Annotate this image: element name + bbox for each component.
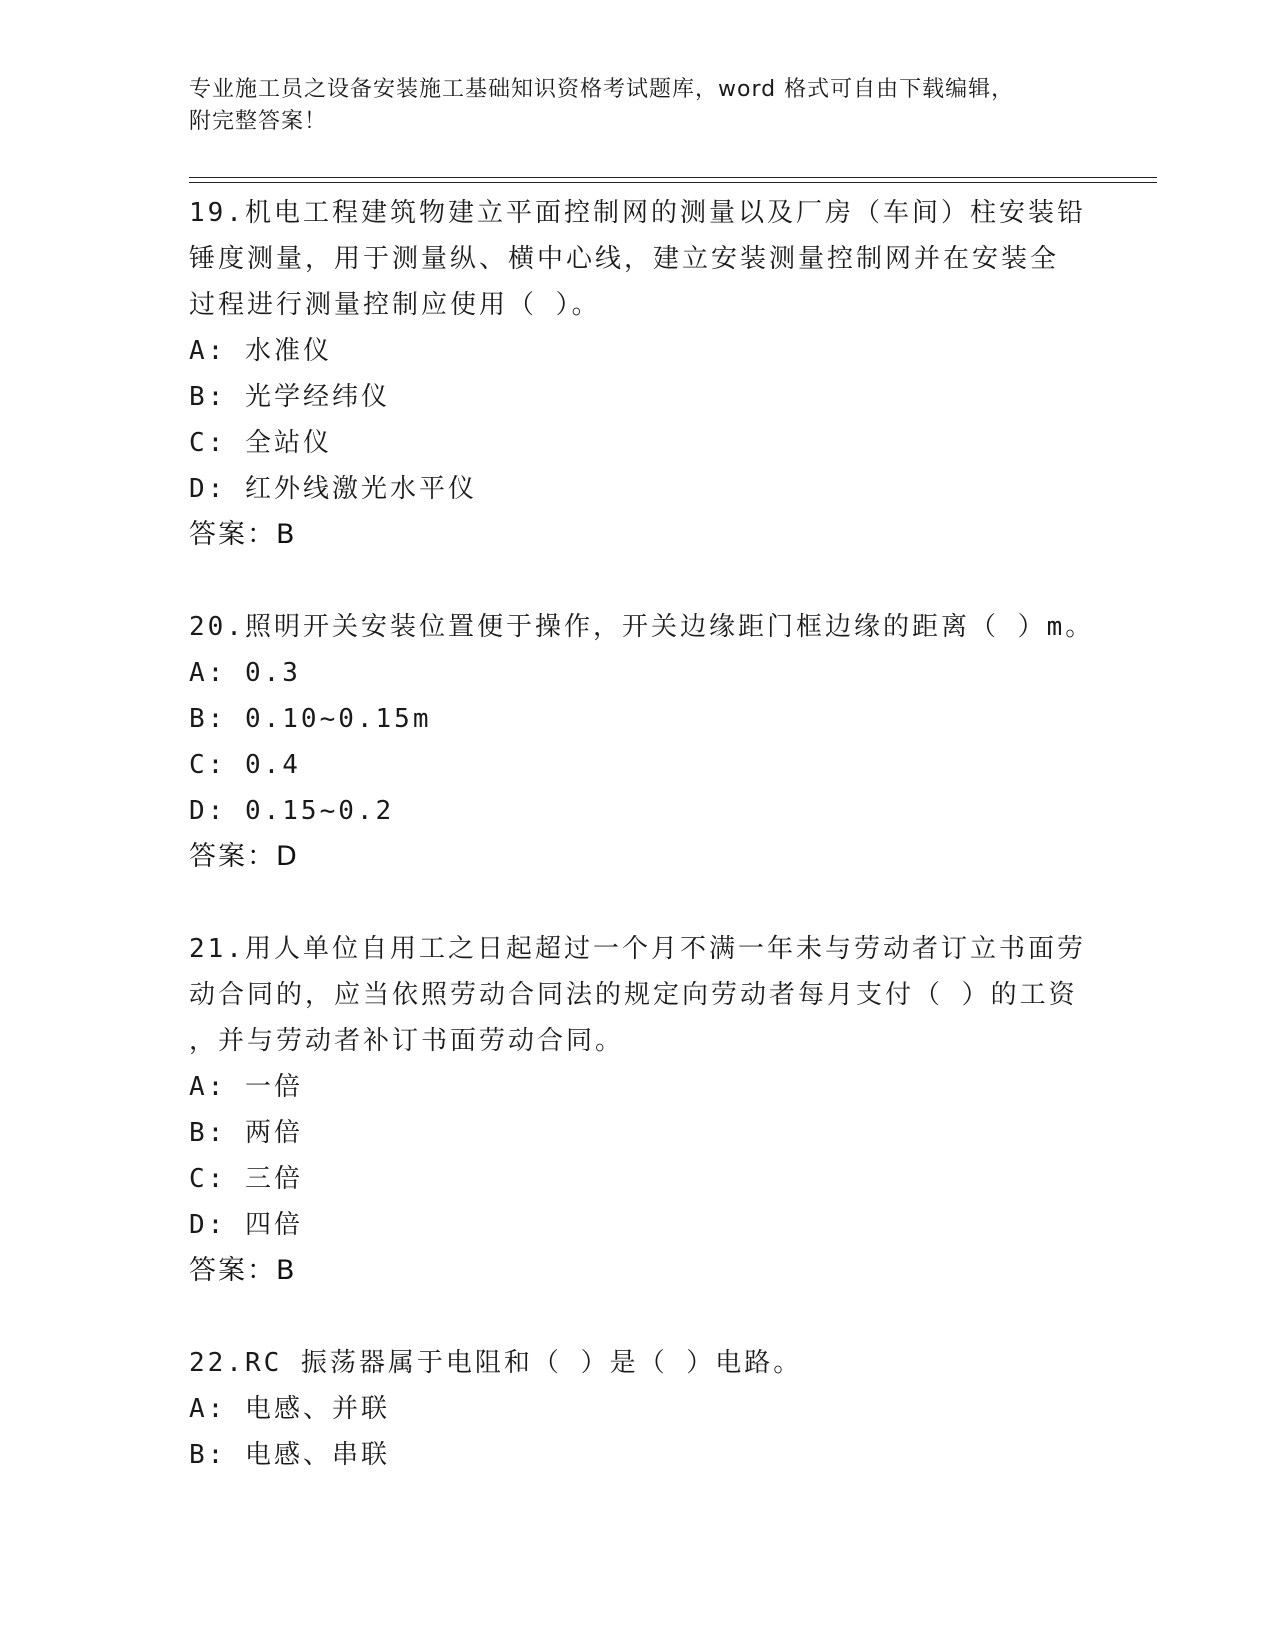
question-21 <box>189 926 1089 1294</box>
option-d: D: 0.15~0.2 <box>189 796 395 826</box>
answer-line: 答案：B <box>189 519 297 550</box>
option-a: A: 一倍 <box>189 1072 303 1102</box>
question-text-line: ，并与劳动者补订书面劳动合同。 <box>189 1026 625 1056</box>
question-text-line: 21.用人单位自用工之日起超过一个月不满一年未与劳动者订立书面劳 <box>189 934 1086 964</box>
option-c: C: 全站仪 <box>189 428 332 458</box>
document-header <box>189 74 1089 138</box>
question-text-line: 锤度测量，用于测量纵、横中心线，建立安装测量控制网并在安装全 <box>189 244 1060 274</box>
option-a: A: 电感、并联 <box>189 1394 390 1424</box>
option-a: A: 水准仪 <box>189 336 332 366</box>
question-text-line: 动合同的，应当依照劳动合同法的规定向劳动者每月支付（ ）的工资 <box>189 980 1078 1010</box>
option-d: D: 红外线激光水平仪 <box>189 474 477 504</box>
option-d: D: 四倍 <box>189 1210 303 1240</box>
header-line-2: 附完整答案！ <box>189 109 328 134</box>
option-c: C: 三倍 <box>189 1164 303 1194</box>
question-22 <box>189 1340 1089 1478</box>
option-b: B: 电感、串联 <box>189 1440 390 1470</box>
header-divider-top <box>189 177 1157 178</box>
question-20 <box>189 604 1095 880</box>
option-b: B: 两倍 <box>189 1118 303 1148</box>
answer-line: 答案：B <box>189 1255 297 1286</box>
option-a: A: 0.3 <box>189 658 301 688</box>
header-line-1: 专业施工员之设备安装施工基础知识资格考试题库，word 格式可自由下载编辑， <box>189 77 1015 102</box>
option-b: B: 0.10~0.15m <box>189 704 432 734</box>
question-text-line: 22.RC 振荡器属于电阻和（ ）是（ ）电路。 <box>189 1348 803 1378</box>
header-divider-bottom <box>189 182 1157 183</box>
question-text-line: 19.机电工程建筑物建立平面控制网的测量以及厂房（车间）柱安装铅 <box>189 198 1086 228</box>
question-text-line: 20.照明开关安装位置便于操作，开关边缘距门框边缘的距离（ ）m。 <box>189 612 1095 642</box>
question-19 <box>189 190 1089 558</box>
question-text-line: 过程进行测量控制应使用（ ）。 <box>189 290 601 320</box>
option-c: C: 0.4 <box>189 750 301 780</box>
answer-line: 答案：D <box>189 841 299 872</box>
option-b: B: 光学经纬仪 <box>189 382 390 412</box>
